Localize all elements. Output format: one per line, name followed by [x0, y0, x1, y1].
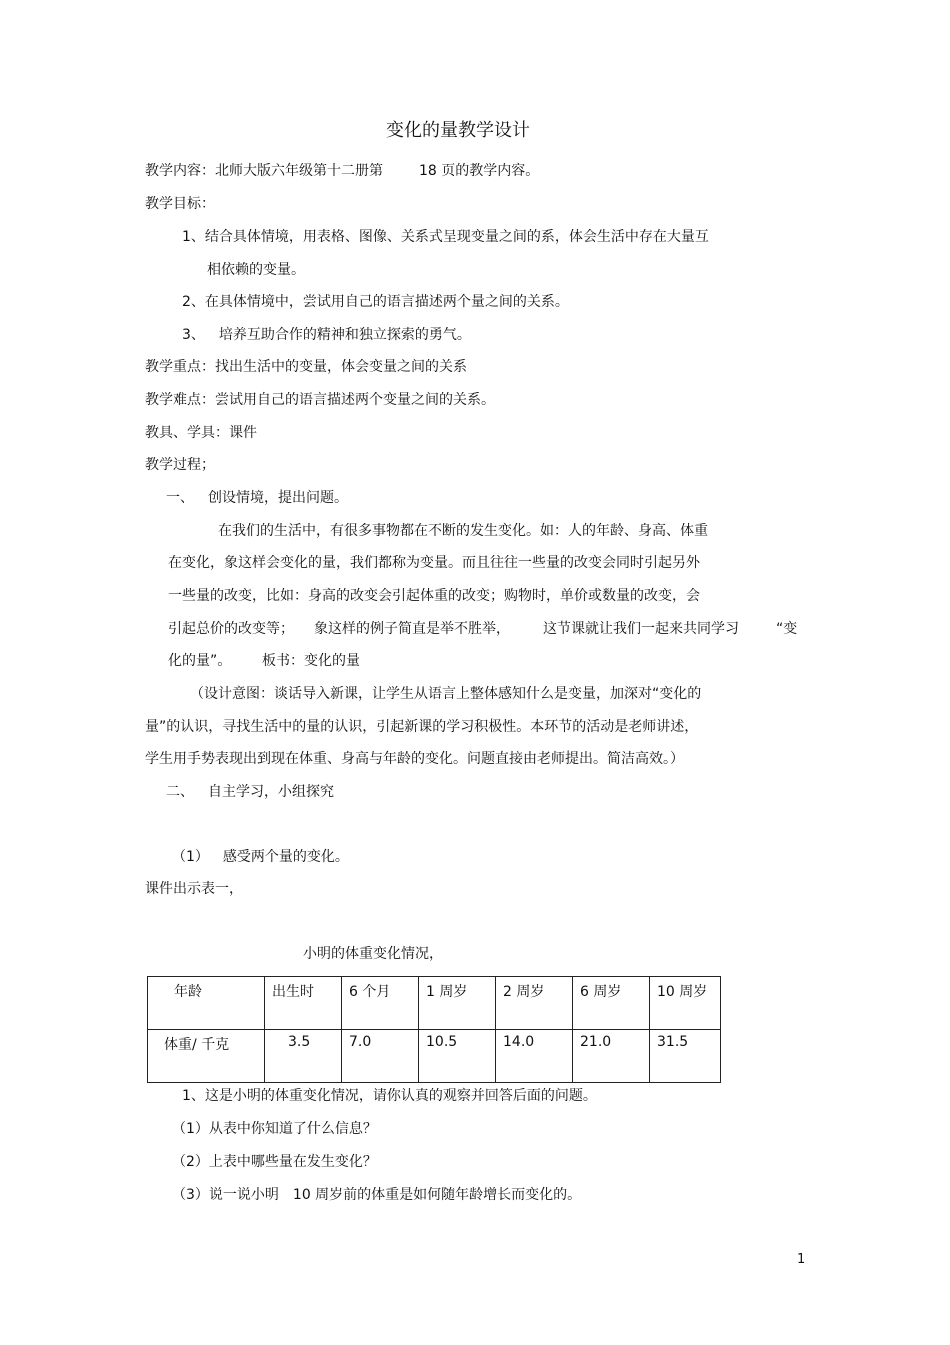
step-1-text: 创设情境，提出问题。 — [208, 490, 348, 506]
paragraph-1-line-4b: 象这样的例子简直是举不胜举， — [314, 621, 510, 637]
paragraph-1-line-3: 一些量的改变，比如：身高的改变会引起体重的改变；购物时，单价或数量的改变，会 — [168, 588, 700, 604]
table-row — [148, 1030, 721, 1083]
step-2-heading — [166, 783, 334, 801]
table-cell: 10.5 — [419, 1030, 496, 1083]
table-header-cell: 10 周岁 — [650, 977, 721, 1030]
goal-3 — [182, 326, 471, 344]
step-1-heading — [166, 489, 348, 507]
table-row-label: 体重/ 千克 — [148, 1030, 265, 1083]
design-intent-line-1: （设计意图：谈话导入新课，让学生从语言上整体感知什么是变量，加深对“变化的 — [190, 686, 702, 702]
page-number: 1 — [797, 1252, 806, 1267]
page-title: 变化的量教学设计 — [386, 120, 530, 141]
goal-2: 2、在具体情境中，尝试用自己的语言描述两个量之间的关系。 — [182, 294, 569, 310]
paragraph-1-line-4c: 这节课就让我们一起来共同学习 — [543, 621, 739, 637]
table-cell: 21.0 — [573, 1030, 650, 1083]
table-cell: 3.5 — [265, 1030, 342, 1083]
question-1: （1）从表中你知道了什么信息？ — [172, 1121, 377, 1137]
design-intent-line-3: 学生用手势表现出到现在体重、身高与年龄的变化。问题直接由老师提出。简洁高效。） — [145, 751, 684, 767]
table-header-cell: 6 个月 — [342, 977, 419, 1030]
table-caption: 小明的体重变化情况， — [303, 946, 443, 962]
difficulty: 教学难点：尝试用自己的语言描述两个变量之间的关系。 — [145, 392, 495, 408]
table-header-cell: 出生时 — [265, 977, 342, 1030]
board-note: 板书：变化的量 — [262, 653, 360, 669]
goal-1-line-2: 相依赖的变量。 — [207, 262, 305, 278]
question-3-part-b: 10 周岁前的体重是如何随年龄增长而变化的。 — [292, 1187, 582, 1203]
table-header-cell: 年龄 — [148, 977, 265, 1030]
sub-step-1-text: 感受两个量的变化。 — [222, 849, 349, 865]
paragraph-1-line-4d: “变 — [776, 621, 798, 637]
question-2: （2）上表中哪些量在发生变化？ — [172, 1154, 377, 1170]
paragraph-1-line-4a: 引起总价的改变等； — [168, 621, 294, 637]
courseware-note: 课件出示表一， — [145, 881, 243, 897]
weight-table — [147, 976, 721, 1083]
goal-3-number: 3、 — [182, 327, 205, 343]
goals-heading: 教学目标： — [145, 196, 215, 212]
design-intent-line-2: 量”的认识，寻找生活中的量的认识，引起新课的学习积极性。本环节的活动是老师讲述， — [145, 719, 699, 735]
paragraph-1-line-5a: 化的量”。 — [168, 653, 232, 669]
question-3 — [172, 1186, 581, 1204]
step-2-number: 二、 — [166, 784, 194, 800]
table-header-cell: 1 周岁 — [419, 977, 496, 1030]
teaching-content-label: 教学内容：北师大版六年级第十二册第 — [145, 163, 383, 179]
paragraph-1-line-1: 在我们的生活中，有很多事物都在不断的发生变化。如：人的年龄、身高、体重 — [218, 523, 708, 539]
step-2-text: 自主学习，小组探究 — [208, 784, 334, 800]
process-heading: 教学过程； — [145, 457, 215, 473]
step-1-number: 一、 — [166, 490, 194, 506]
teaching-content-page: 18 页的教学内容。 — [419, 163, 540, 179]
table-header-cell: 2 周岁 — [496, 977, 573, 1030]
table-cell: 31.5 — [650, 1030, 721, 1083]
table-cell: 7.0 — [342, 1030, 419, 1083]
key-point: 教学重点：找出生活中的变量，体会变量之间的关系 — [145, 359, 467, 375]
sub-step-1 — [172, 848, 349, 866]
goal-1-line-1: 1、结合具体情境，用表格、图像、关系式呈现变量之间的系，体会生活中存在大量互 — [182, 229, 709, 245]
table-header-row — [148, 977, 721, 1030]
goal-3-text: 培养互助合作的精神和独立探索的勇气。 — [218, 327, 471, 343]
tools: 教具、学具：课件 — [145, 425, 257, 441]
question-3-part-a: （3）说一说小明 — [172, 1187, 279, 1203]
table-header-cell: 6 周岁 — [573, 977, 650, 1030]
teaching-content — [145, 162, 539, 180]
table-cell: 14.0 — [496, 1030, 573, 1083]
sub-step-1-number: （1） — [172, 849, 209, 865]
question-intro: 1、这是小明的体重变化情况，请你认真的观察并回答后面的问题。 — [182, 1088, 597, 1104]
paragraph-1-line-2: 在变化，象这样会变化的量，我们都称为变量。而且往往一些量的改变会同时引起另外 — [168, 555, 700, 571]
